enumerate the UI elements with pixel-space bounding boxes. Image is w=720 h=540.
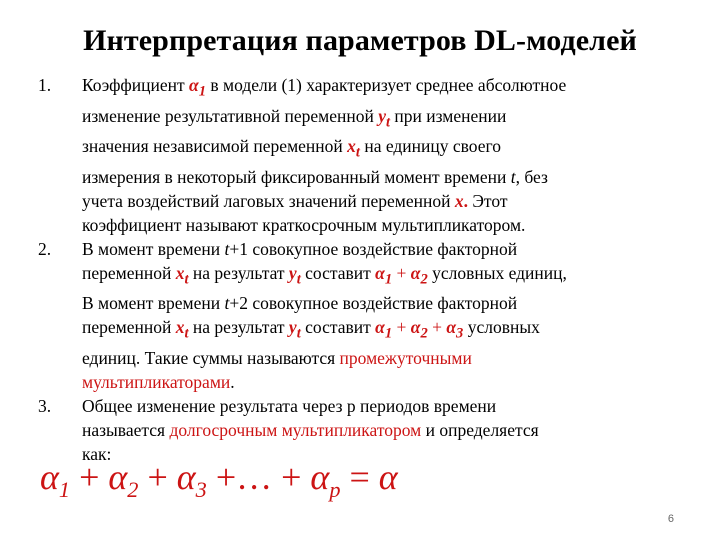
formula-term: α [310,457,330,497]
text-line [82,104,678,135]
slide-title: Интерпретация параметров DL-моделей [83,24,637,57]
text-line [82,134,678,165]
text-segment: . [463,190,468,211]
text-segment: значения независимой переменной [82,136,348,156]
formula-term: α [108,457,128,497]
text-segment: на результат [188,262,289,283]
text-segment: В момент времени [82,238,225,259]
text-segment: коэффициент называют краткосрочным мультипликатором. [82,214,526,235]
list-item-number: 2. [38,238,52,259]
text-segment: y [378,105,386,126]
list-item [38,237,678,394]
text-segment: α [375,262,385,283]
text-segment: условных [463,317,540,337]
formula-term: + [138,457,177,497]
text-segment: t [224,238,230,259]
text-segment: t [385,114,391,130]
text-segment: x [175,317,185,337]
text-segment: 1 [384,325,393,342]
formula-term: 1 [58,476,71,502]
text-line [82,189,678,213]
text-line [82,165,678,189]
text-segment: 1 [198,83,206,100]
text-segment: . [230,371,235,392]
text-segment: +2 совокупное воздействие факторной [229,293,518,313]
text-segment: 1 [384,271,393,287]
text-segment: составит [300,317,376,337]
formula-term: α [378,457,398,497]
text-segment: переменной [82,262,176,283]
text-segment: 2 [420,325,428,342]
text-line [82,73,678,104]
text-segment: мультипликаторами [82,371,231,392]
formula-term: 3 [195,476,207,502]
formula-term: α [176,457,196,497]
page-number: 6 [667,513,674,525]
long-term-multiplier-formula [40,456,398,503]
text-segment: y [288,262,297,283]
text-segment: составит [300,262,376,283]
text-segment: + [392,262,411,283]
text-segment: называется [82,419,170,440]
text-segment: на результат [188,317,289,337]
text-line [82,394,678,418]
text-segment: t [184,325,189,342]
text-segment: единиц. Такие суммы называются [82,347,340,368]
text-line [82,291,678,315]
text-segment: в модели (1) характеризует среднее абсолютное [205,75,567,95]
formula-term: 2 [127,476,139,502]
text-segment: измерения в некоторый фиксированный момент времени [82,166,511,187]
text-segment: α [189,75,199,95]
text-segment: x [454,190,464,211]
formula-term: α [40,457,59,497]
list-item-number: 3. [38,395,52,416]
text-segment: В момент времени [82,293,225,313]
text-segment: промежуточными [339,347,472,368]
text-segment: на единицу своего [359,136,501,156]
text-segment: x [175,262,185,283]
text-segment: +1 совокупное воздействие факторной [229,238,518,259]
formula-term: +… + [206,457,311,497]
list-item [38,73,678,237]
text-segment: условных единиц, [427,262,567,283]
text-segment: переменной [82,317,176,337]
text-segment: t [355,144,360,161]
text-line [82,237,678,261]
text-segment: Этот [468,190,508,211]
text-segment: t [296,271,301,287]
text-line [82,261,678,292]
text-segment: и определяется [421,419,539,440]
text-segment: изменение результативной переменной [82,105,379,126]
formula-term: = [340,457,379,497]
text-segment: , без [515,166,548,187]
text-segment: t [510,166,516,187]
formula-term: + [70,457,109,497]
text-segment: 2 [420,271,428,287]
text-segment: α [410,317,421,337]
text-segment: учета воздействий лаговых значений переменной [82,190,455,211]
text-line [82,213,678,237]
text-segment: 3 [456,325,464,342]
text-segment: как: [82,443,112,464]
text-segment: α [446,317,457,337]
text-segment: t [296,325,301,342]
text-segment: Коэффициент [82,75,189,95]
text-line [82,346,678,370]
text-line [82,418,678,442]
text-segment: t [224,293,230,313]
text-segment: + [392,317,411,337]
list-item [38,394,678,466]
formula-term: p [329,476,341,502]
text-segment: Общее изменение результата через p периодов времени [82,395,497,416]
text-segment: t [184,271,189,287]
numbered-list [38,73,678,466]
text-line [82,370,678,394]
text-segment: α [410,262,421,283]
text-segment: при изменении [390,105,507,126]
text-segment: + [427,317,447,337]
text-segment: долгосрочным мультипликатором [169,419,422,440]
text-segment: y [288,317,297,337]
text-segment: α [375,317,385,337]
text-line [82,315,678,346]
text-segment: x [347,136,356,156]
list-item-number: 1. [38,75,52,95]
